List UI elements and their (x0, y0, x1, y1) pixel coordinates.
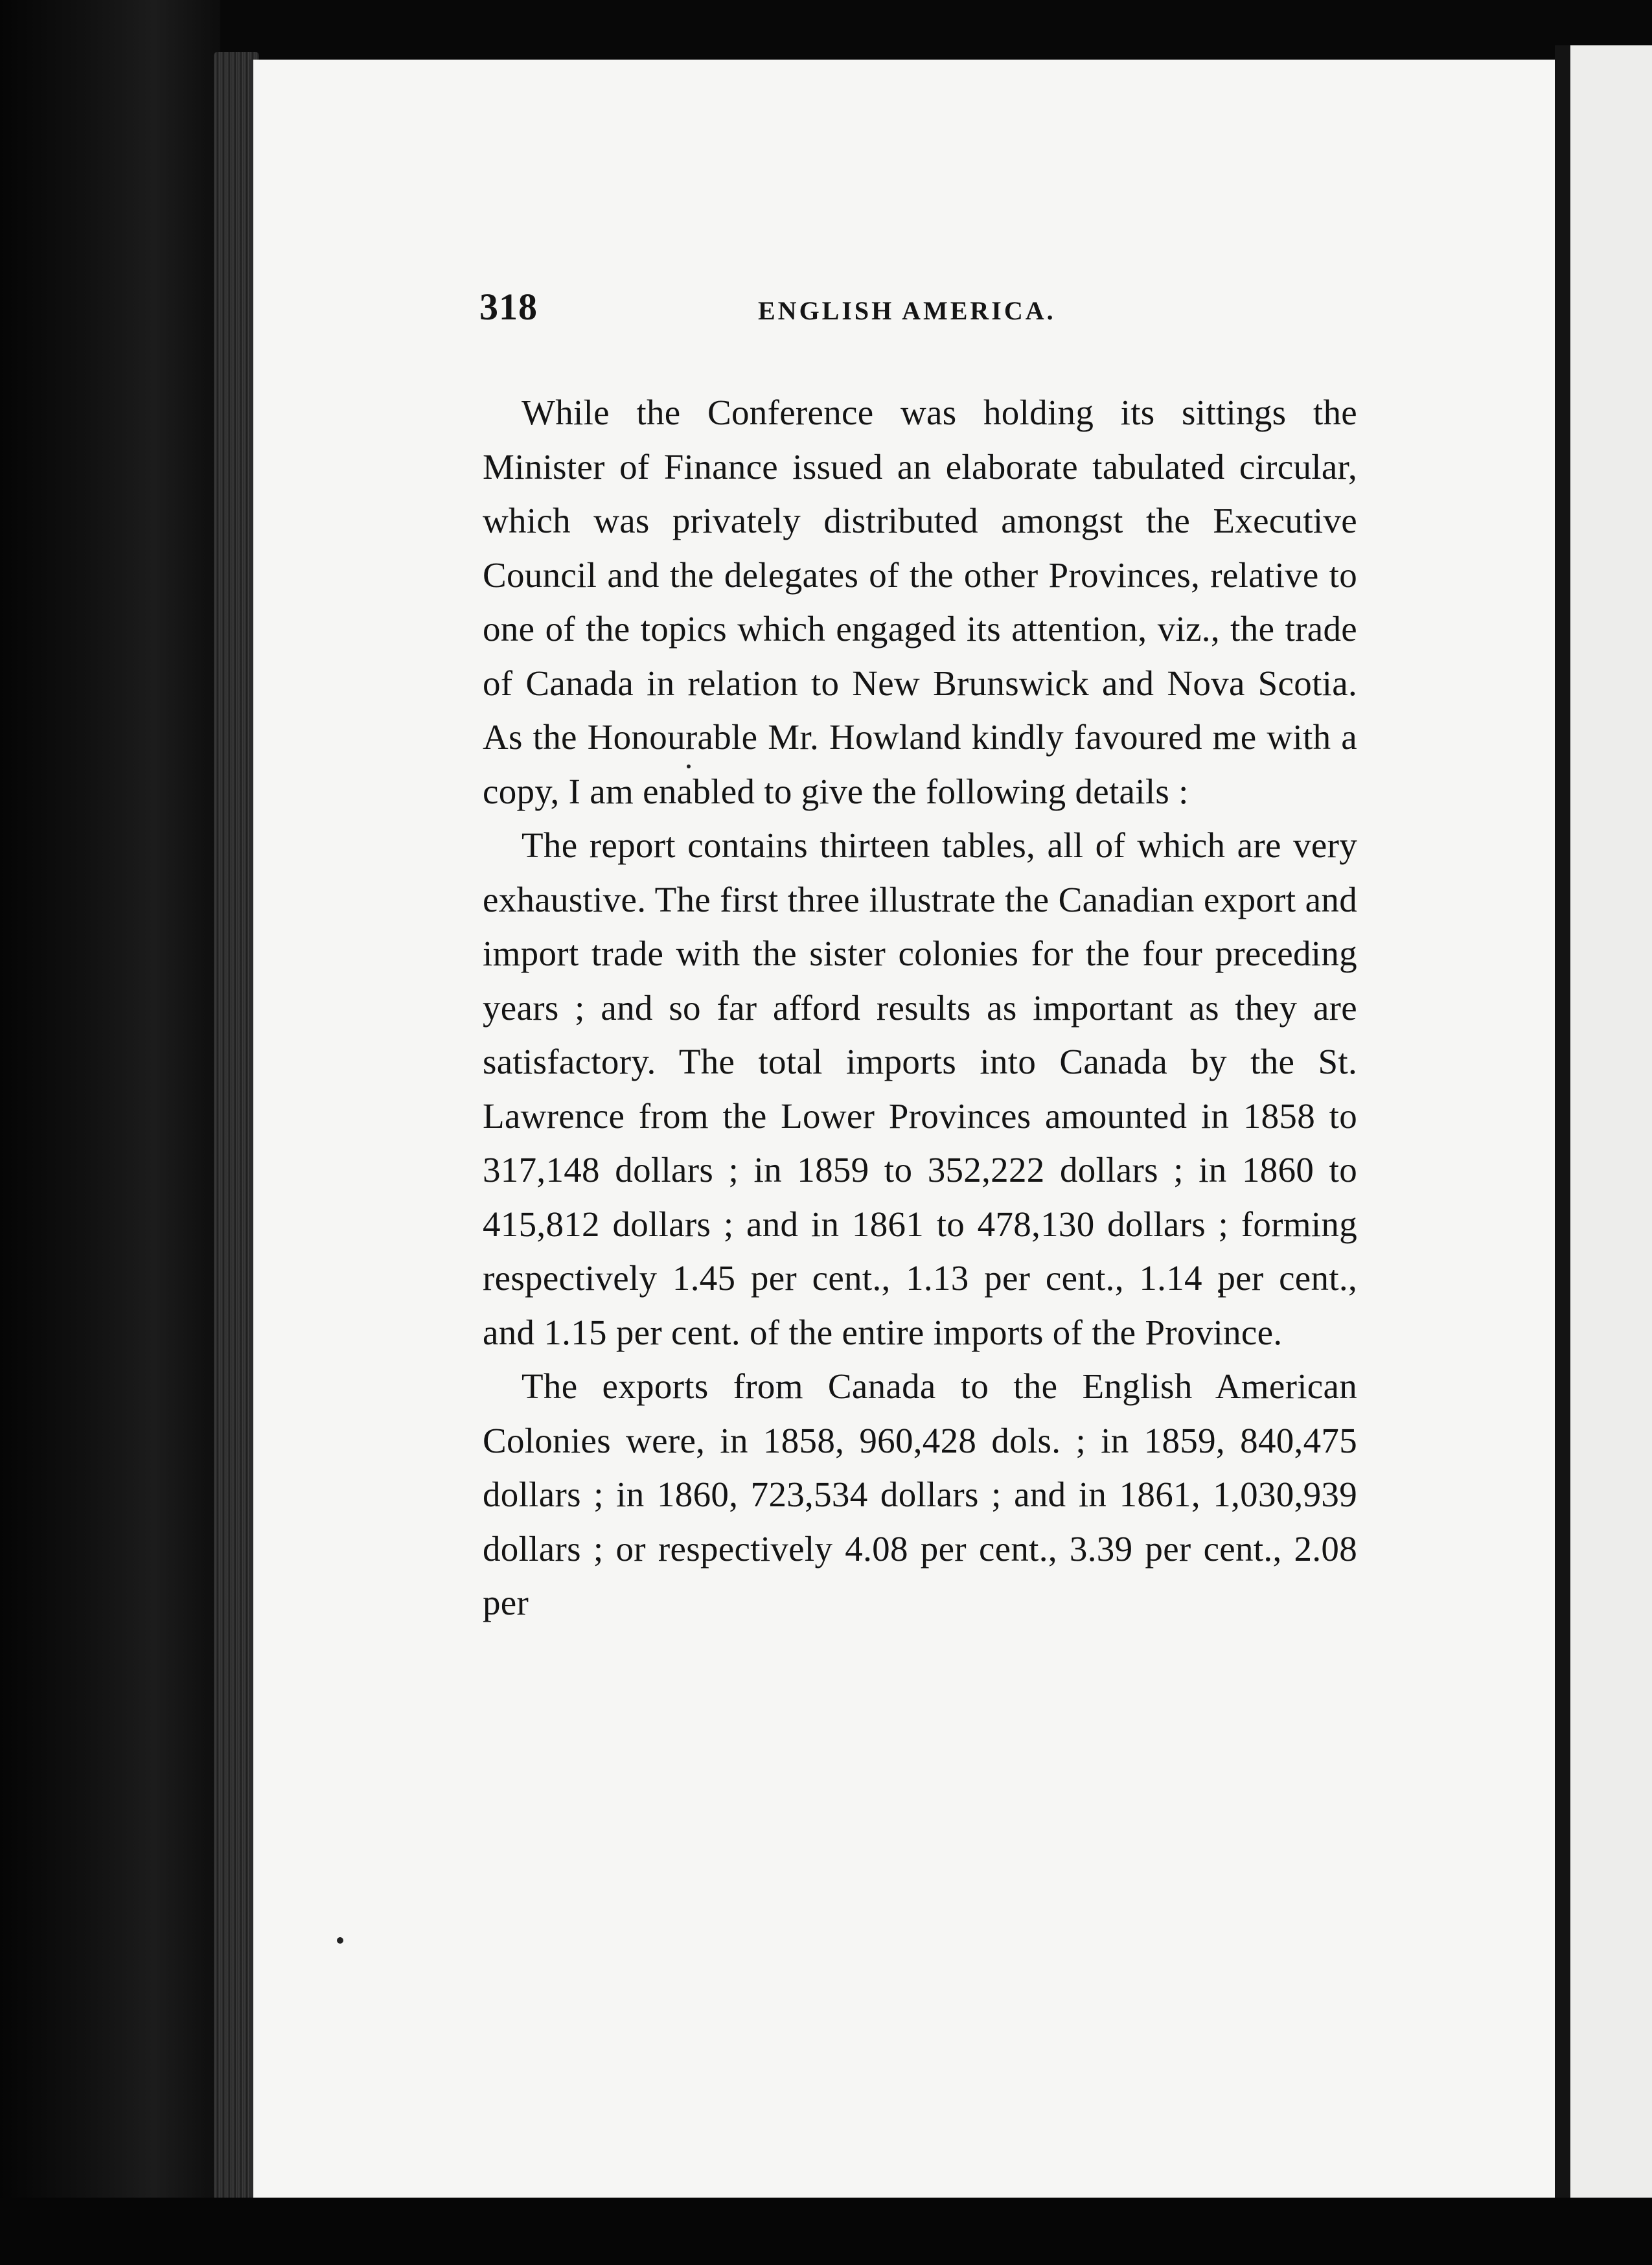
running-title: ENGLISH AMERICA. (758, 296, 1056, 325)
paragraph: The exports from Canada to the English American Colonies were, in 1858, 960,428 dols. ; in 1859, 840,475 dollars ; in 1860, 723,534 dollars ; and in 1861, 1,030,939 dollars ; or respectively 4.08 per cent., 3.39 per cent., 2.08 per (483, 1366, 1357, 1622)
running-head (479, 285, 1419, 337)
book-binding (0, 0, 220, 2265)
facing-page-edge (1570, 45, 1652, 2203)
page-number: 318 (479, 286, 538, 328)
scan-border (0, 2198, 1652, 2265)
body-text (483, 385, 1357, 1630)
paragraph: While the Conference was holding its sittings the Minister of Finance issued an elaborate tabulated circular, which was privately distributed amongst the Executive Council and the delegates of the other Provinces, relative to one of the topics which engaged its attention, viz., the trade of Canada in relation to New Brunswick and Nova Scotia. As the Honourable Mr. Howland kindly favoured me with a copy, I am enabled to give the following details : (483, 393, 1357, 811)
page-gutter (1555, 45, 1570, 2203)
ink-speck (337, 1937, 343, 1944)
paragraph: The report contains thirteen tables, all of which are very exhaustive. The first three illustrate the Canadian export and import trade with the sister colonies for the four preceding years ; and so far afford results as important as they are satisfactory. The total imports into Canada by the St. Lawrence from the Lower Provinces amounted in 1858 to 317,148 dollars ; in 1859 to 352,222 dollars ; in 1860 to 415,812 dollars ; and in 1861 to 478,130 dollars ; forming respectively 1.45 per cent., 1.13 per cent., 1.14 per cent., and 1.15 per cent. of the entire imports of the Province. (483, 825, 1357, 1352)
